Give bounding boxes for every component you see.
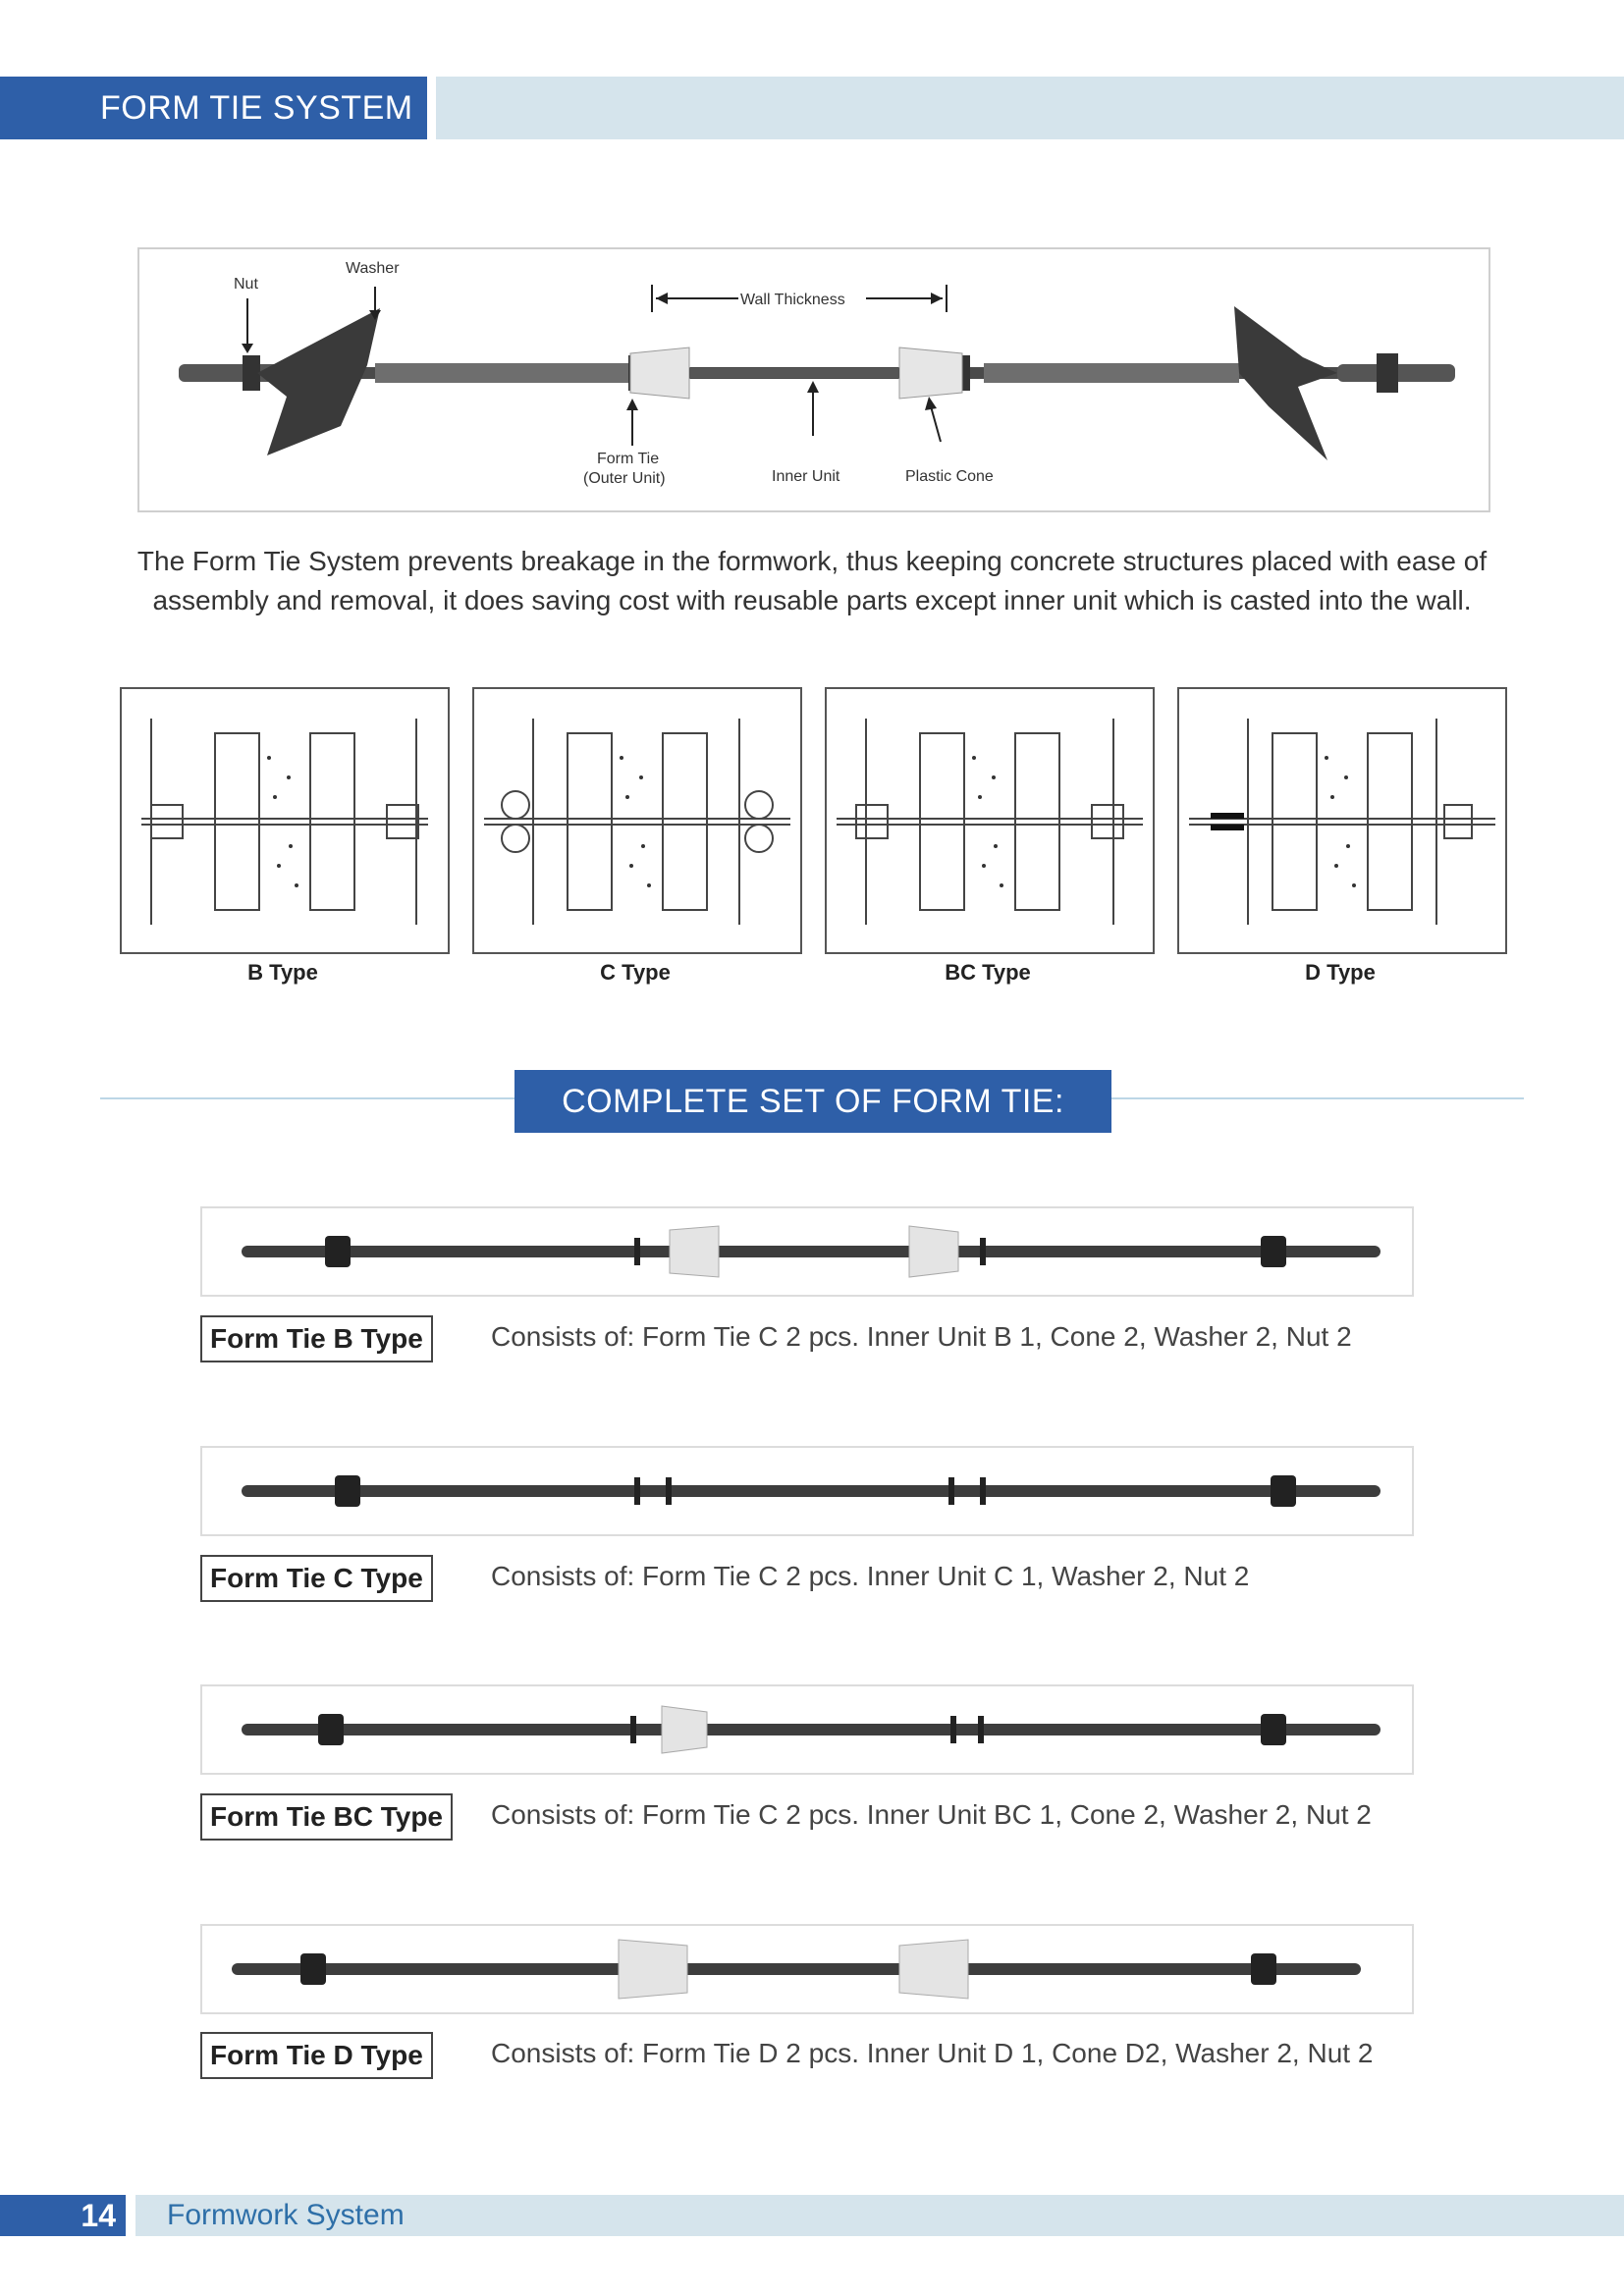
form-tie-c-description: Consists of: Form Tie C 2 pcs. Inner Unit C 1, Washer 2, Nut 2 [491,1561,1250,1591]
label-plastic-cone: Plastic Cone [905,468,994,485]
plastic-cone-right [899,347,962,399]
label-inner-unit: Inner Unit [772,468,840,485]
plastic-cone-left [630,347,689,399]
footer-label: Formwork System [167,2199,405,2231]
form-tie-bc-description: Consists of: Form Tie C 2 pcs. Inner Unit BC 1, Cone 2, Washer 2, Nut 2 [491,1799,1372,1830]
section-heading: COMPLETE SET OF FORM TIE: [514,1070,1111,1133]
c-type-diagram [472,687,802,954]
form-tie-b-label: Form Tie B Type [200,1315,433,1362]
label-washer: Washer [346,260,400,277]
form-tie-d-description: Consists of: Form Tie D 2 pcs. Inner Unit D 1, Cone D2, Washer 2, Nut 2 [491,2038,1374,2068]
bc-type-diagram [825,687,1155,954]
label-form-tie: Form Tie [597,451,660,467]
b-type-diagram [120,687,450,954]
form-tie-bc-photo [200,1684,1414,1775]
d-type-diagram [1177,687,1507,954]
label-nut: Nut [234,276,258,293]
form-tie-c-photo [200,1446,1414,1536]
washer-left [257,308,380,455]
d-type-caption: D Type [1305,960,1376,985]
label-wall-thickness: Wall Thickness [740,292,845,308]
section-rule-left [100,1097,514,1099]
washer-right [1234,306,1337,460]
form-tie-d-label: Form Tie D Type [200,2032,433,2079]
page-title: FORM TIE SYSTEM [100,89,413,127]
intro-text: The Form Tie System prevents breakage in the formwork, thus keeping concrete structures placed with ease of assembly and removal, it does saving cost with reusable parts except inner unit which is casted into the wall. [136,546,1488,615]
section-rule-right [1111,1097,1524,1099]
header-accent-bar [436,77,1624,139]
form-tie-bc-label: Form Tie BC Type [200,1793,453,1841]
form-tie-b-description: Consists of: Form Tie C 2 pcs. Inner Unit B 1, Cone 2, Washer 2, Nut 2 [491,1321,1352,1352]
bc-type-caption: BC Type [945,960,1031,985]
form-tie-d-photo [200,1924,1414,2014]
c-type-caption: C Type [600,960,671,985]
b-type-caption: B Type [247,960,318,985]
form-tie-c-label: Form Tie C Type [200,1555,433,1602]
page-number: 14 [0,2195,126,2236]
label-outer-unit: (Outer Unit) [583,470,666,487]
form-tie-b-photo [200,1206,1414,1297]
form-tie-diagram [137,247,1490,512]
